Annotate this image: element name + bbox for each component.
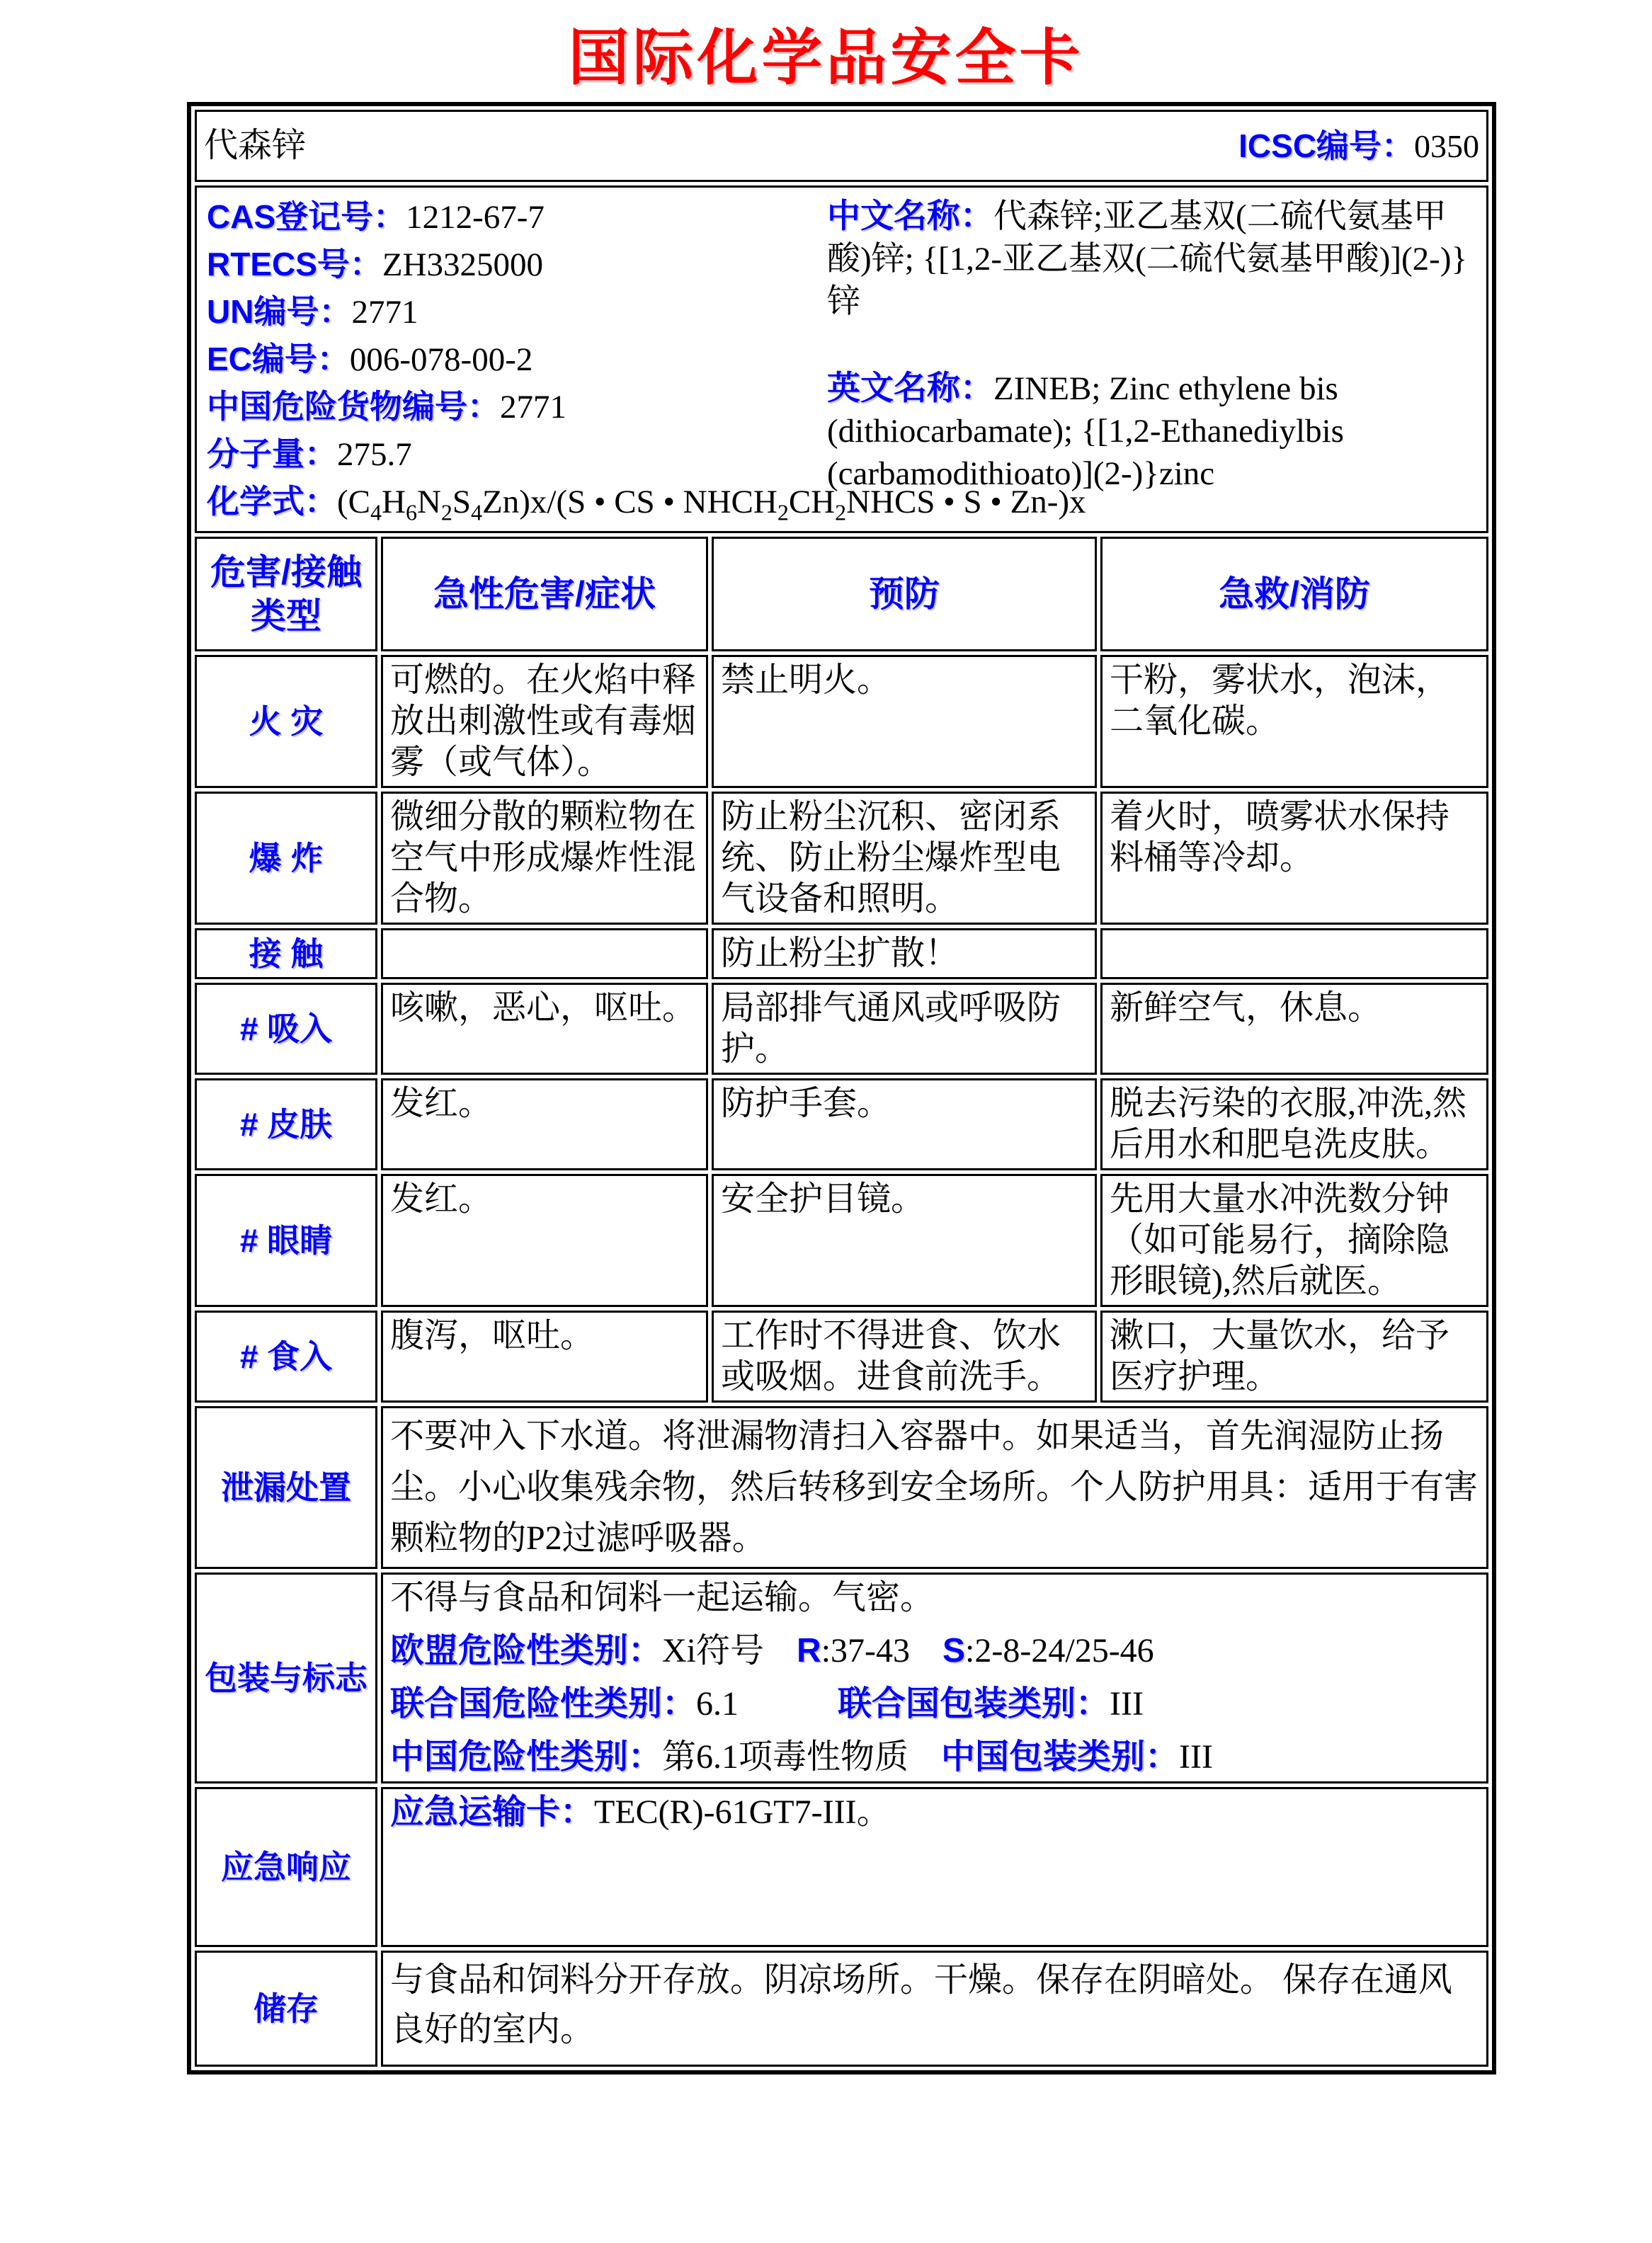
ingestion-prevention: 工作时不得进食、饮水或吸烟。进食前洗手。 xyxy=(712,1311,1097,1403)
inhalation-prevention: 局部排气通风或呼吸防护。 xyxy=(712,983,1097,1075)
ingestion-response: 漱口，大量饮水，给予医疗护理。 xyxy=(1100,1311,1488,1403)
fire-response: 干粉，雾状水，泡沫，二氧化碳。 xyxy=(1100,655,1488,788)
molweight-label: 分子量： xyxy=(207,435,337,472)
storage-text: 与食品和饲料分开存放。阴凉场所。干燥。保存在阴暗处。 保存在通风良好的室内。 xyxy=(390,1961,1453,2048)
un-pack-value: III xyxy=(1110,1685,1144,1723)
hazard-row-fire xyxy=(195,655,1488,788)
skin-symptoms: 发红。 xyxy=(381,1078,708,1170)
page-title: 国际化学品安全卡 xyxy=(568,24,1084,92)
cas-label: CAS登记号： xyxy=(207,198,406,235)
packaging-transport: 不得与食品和饲料一起运输。气密。 xyxy=(390,1579,935,1616)
spill-row xyxy=(195,1406,1488,1569)
card-header-cell xyxy=(195,110,1488,182)
hazard-type-inhalation: # 吸入 xyxy=(195,983,377,1075)
eyes-symptoms: 发红。 xyxy=(381,1174,708,1307)
hazard-type-skin: # 皮肤 xyxy=(195,1078,377,1170)
cn-pack-label: 中国包装类别： xyxy=(941,1738,1180,1776)
icsc-number-value: 0350 xyxy=(1414,127,1480,164)
s-phrase-label: S xyxy=(942,1632,966,1670)
molweight-value: 275.7 xyxy=(337,436,412,473)
col-header-prevention: 预防 xyxy=(712,537,1097,651)
cn-class-label: 中国危险性类别： xyxy=(390,1738,663,1776)
eu-class-value: Xi符号 xyxy=(662,1632,765,1670)
ec-value: 006-078-00-2 xyxy=(349,341,533,378)
hazard-type-exposure: 接 触 xyxy=(195,928,377,979)
exposure-response xyxy=(1100,928,1488,979)
hazard-type-ingestion: # 食入 xyxy=(195,1311,377,1403)
un-class-value: 6.1 xyxy=(696,1685,739,1723)
icsc-number-label: ICSC编号： xyxy=(1238,127,1415,164)
icsc-card-table xyxy=(187,102,1496,2074)
r-phrase-label: R xyxy=(797,1632,821,1670)
col-header-symptoms: 急性危害/症状 xyxy=(381,537,708,651)
hazard-type-fire: 火 灾 xyxy=(195,655,377,788)
skin-response: 脱去污染的衣服,冲洗,然后用水和肥皂洗皮肤。 xyxy=(1100,1078,1488,1170)
hazard-row-explosion xyxy=(195,792,1488,925)
english-name-label: 英文名称： xyxy=(827,369,993,406)
col-header-firstaid: 急救/消防 xyxy=(1100,537,1488,651)
ec-label: EC编号： xyxy=(207,341,350,377)
un-class-label: 联合国危险性类别： xyxy=(390,1685,697,1723)
eu-class-label: 欧盟危险性类别： xyxy=(390,1632,663,1670)
hazard-row-exposure xyxy=(195,928,1488,979)
inhalation-symptoms: 咳嗽，恶心，呕吐。 xyxy=(381,983,708,1075)
explosion-response: 着火时，喷雾状水保持料桶等冷却。 xyxy=(1100,792,1488,925)
exposure-prevention: 防止粉尘扩散！ xyxy=(712,928,1097,979)
hazard-row-skin xyxy=(195,1078,1488,1170)
emergency-row xyxy=(195,1787,1488,1947)
china-dg-value: 2771 xyxy=(500,389,566,426)
explosion-prevention: 防止粉尘沉积、密闭系统、防止粉尘爆炸型电气设备和照明。 xyxy=(712,792,1097,925)
fire-symptoms: 可燃的。在火焰中释放出刺激性或有毒烟雾（或气体）。 xyxy=(381,655,708,788)
s-phrase-value: :2-8-24/25-46 xyxy=(965,1632,1154,1670)
spill-text: 不要冲入下水道。将泄漏物清扫入容器中。如果适当，首先润湿防止扬尘。小心收集残余物，然后转移到安全场所。个人防护用具：适用于有害颗粒物的P2过滤呼吸器。 xyxy=(390,1417,1479,1557)
hazard-row-ingestion xyxy=(195,1311,1488,1403)
china-dg-label: 中国危险货物编号： xyxy=(207,388,500,425)
cn-pack-value: III xyxy=(1179,1738,1213,1776)
english-name-value: ZINEB; Zinc ethylene bis (dithiocarbamate); {[1,2-Ethanediylbis (carbamodithioato)](2-)}zinc xyxy=(827,370,1344,492)
hazard-type-eyes: # 眼睛 xyxy=(195,1174,377,1307)
hazard-row-inhalation xyxy=(195,983,1488,1075)
r-phrase-value: :37-43 xyxy=(821,1632,911,1670)
rtecs-value: ZH3325000 xyxy=(382,246,544,283)
chinese-name-label: 中文名称： xyxy=(827,197,993,234)
chinese-name-block xyxy=(827,195,1488,323)
col-header-hazard-type: 危害/接触 类型 xyxy=(195,537,377,651)
packaging-cell xyxy=(381,1573,1488,1783)
formula-label: 化学式： xyxy=(207,483,337,520)
hazard-type-explosion: 爆 炸 xyxy=(195,792,377,925)
storage-label: 储存 xyxy=(195,1951,377,2067)
eyes-prevention: 安全护目镜。 xyxy=(712,1174,1097,1307)
identification-cell xyxy=(195,186,1488,533)
inhalation-response: 新鲜空气，休息。 xyxy=(1100,983,1488,1075)
ingestion-symptoms: 腹泻，呕吐。 xyxy=(381,1311,708,1403)
packaging-un-line xyxy=(390,1684,1479,1725)
packaging-label: 包装与标志 xyxy=(195,1573,377,1783)
fire-prevention: 禁止明火。 xyxy=(712,655,1097,788)
icsc-number xyxy=(1238,125,1479,167)
transport-card-value: TEC(R)-61GT7-III。 xyxy=(594,1793,891,1831)
un-value: 2771 xyxy=(351,294,418,331)
spill-cell xyxy=(381,1406,1488,1569)
identification-row xyxy=(195,186,1488,533)
emergency-cell xyxy=(381,1787,1488,1947)
spill-label: 泄漏处置 xyxy=(195,1406,377,1569)
storage-cell xyxy=(381,1951,1488,2067)
skin-prevention: 防护手套。 xyxy=(712,1078,1097,1170)
cn-class-value: 第6.1项毒性物质 xyxy=(662,1738,909,1776)
english-name-block xyxy=(827,367,1488,495)
identification-right xyxy=(827,195,1488,495)
packaging-row xyxy=(195,1573,1488,1783)
rtecs-label: RTECS号： xyxy=(207,246,382,282)
chinese-name-value: 代森锌;亚乙基双(二硫代氨基甲酸)锌; {[1,2-亚乙基双(二硫代氨基甲酸)](2-)}锌 xyxy=(827,198,1468,320)
hazard-header-row xyxy=(195,537,1488,651)
exposure-symptoms xyxy=(381,928,708,979)
un-pack-label: 联合国包装类别： xyxy=(838,1685,1110,1723)
hazard-row-eyes xyxy=(195,1174,1488,1307)
chemical-name: 代森锌 xyxy=(204,127,307,164)
packaging-cn-line xyxy=(390,1737,1479,1778)
card-header-row xyxy=(195,110,1488,182)
cas-value: 1212-67-7 xyxy=(406,199,545,236)
eyes-response: 先用大量水冲洗数分钟 （如可能易行，摘除隐形眼镜),然后就医。 xyxy=(1100,1174,1488,1307)
transport-card-label: 应急运输卡： xyxy=(390,1793,595,1831)
packaging-eu-line xyxy=(390,1631,1479,1672)
un-label: UN编号： xyxy=(207,293,352,330)
storage-row xyxy=(195,1951,1488,2067)
formula-value: $(C_4H_6N_2S_4Zn)x/(S$ • CS • $NHCH_2CH_2NHCS$ • S • Zn-)x xyxy=(337,484,1086,525)
explosion-symptoms: 微细分散的颗粒物在空气中形成爆炸性混合物。 xyxy=(381,792,708,925)
emergency-label: 应急响应 xyxy=(195,1787,377,1947)
